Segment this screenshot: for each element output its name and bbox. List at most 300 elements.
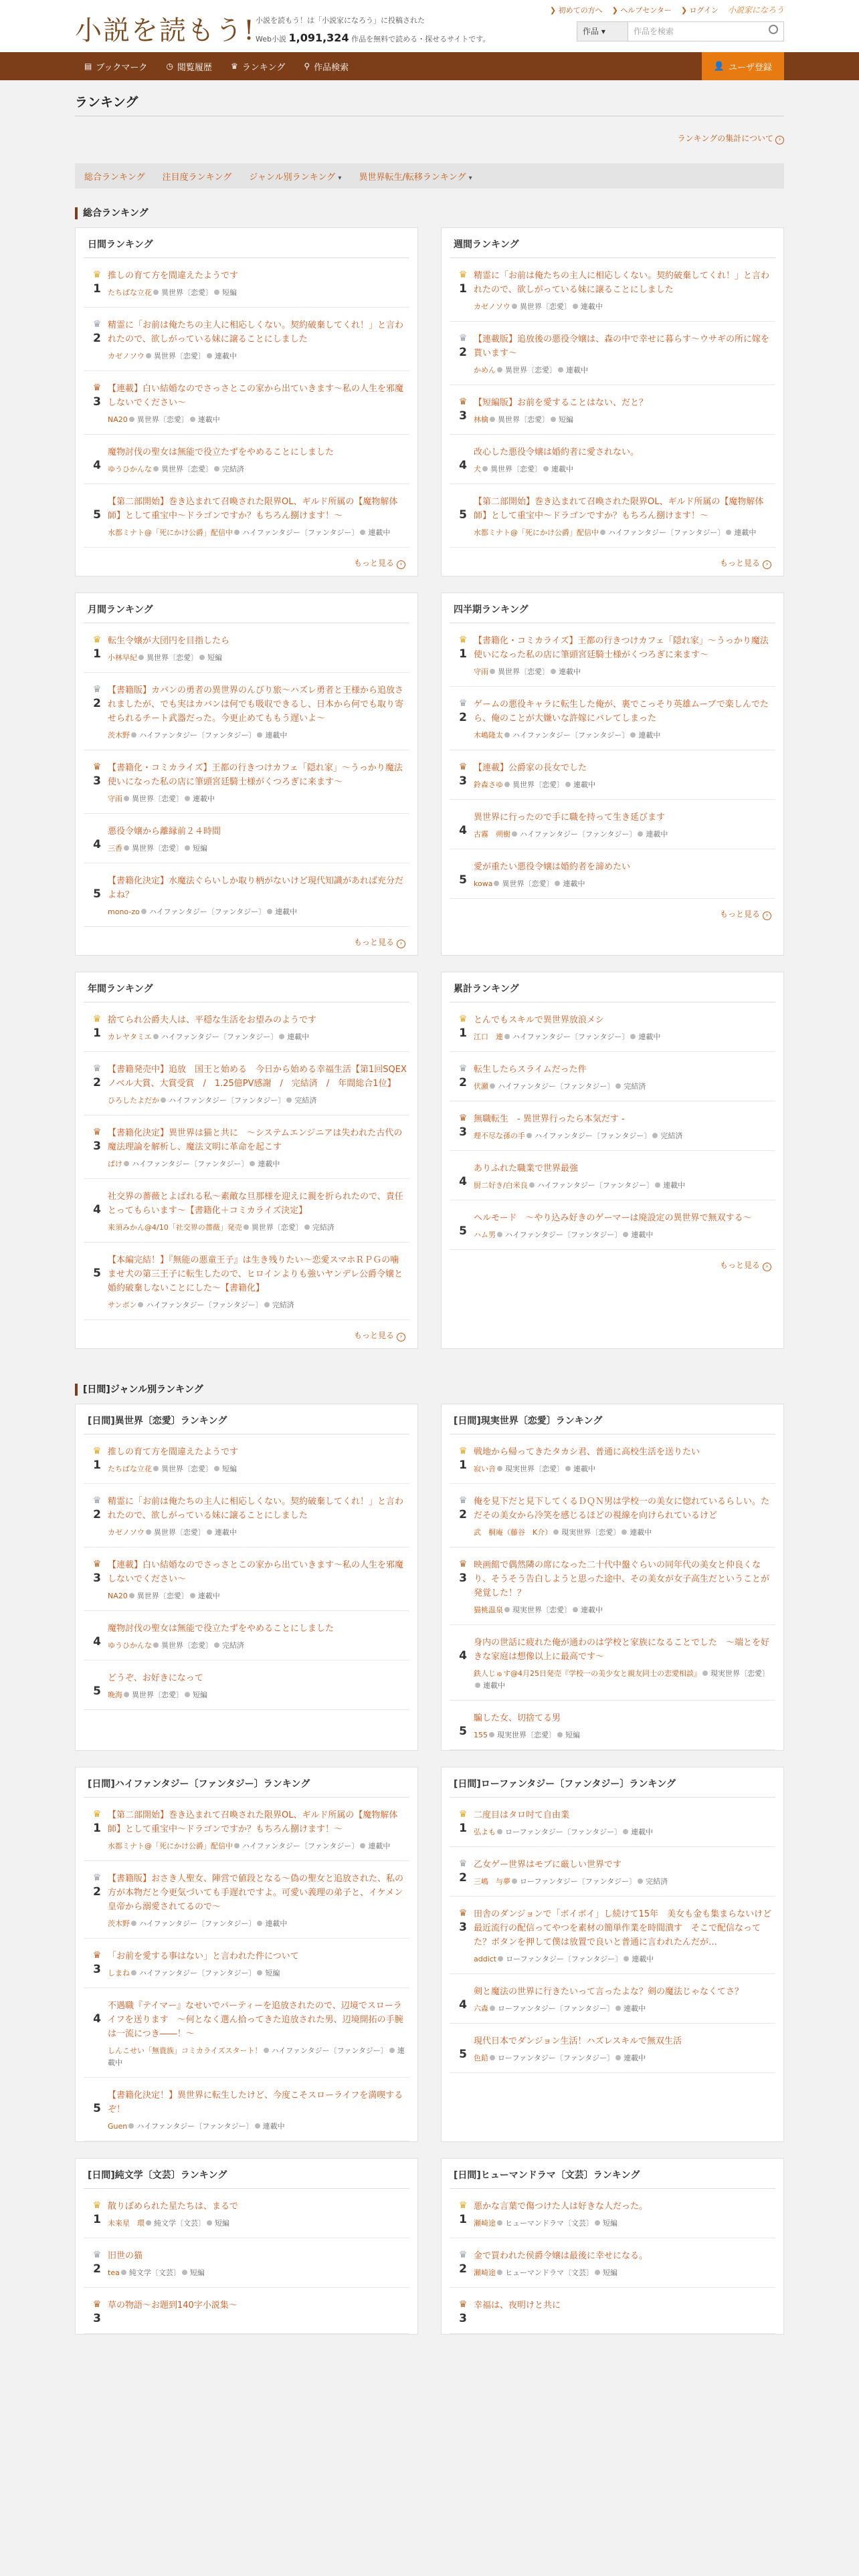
ranking-item bbox=[84, 1939, 409, 1988]
item-author[interactable]: 水都ミナト@「死にかけ公爵」配信中 bbox=[108, 528, 233, 537]
item-title-link[interactable]: 【書籍化決定】水魔法ぐらいしか取り柄がないけど現代知識があれば充分だよね？ bbox=[108, 876, 404, 900]
item-genre: ハイファンタジー〔ファンタジー〕 bbox=[139, 1919, 256, 1928]
ranking-item bbox=[84, 750, 409, 814]
status-dot-icon bbox=[615, 2055, 621, 2060]
rank-box bbox=[86, 1445, 108, 1475]
item-author[interactable]: 未来星 環 bbox=[108, 2219, 145, 2228]
item-title-link[interactable]: 愛が重たい悪役令嬢は婚約者を諦めたい bbox=[474, 862, 631, 872]
item-status: 連載中 bbox=[638, 1033, 661, 1041]
item-author[interactable]: 江口 連 bbox=[474, 1033, 503, 1041]
search-icon[interactable] bbox=[769, 25, 778, 34]
item-author[interactable]: 155 bbox=[474, 1731, 488, 1739]
item-title-link[interactable]: どうぞ、お好きになって bbox=[108, 1673, 203, 1683]
tab-genre[interactable] bbox=[249, 170, 359, 183]
item-status: 連載中 bbox=[573, 780, 595, 789]
link-beginner[interactable]: ❯ 初めての方へ bbox=[549, 5, 603, 15]
crown-icon: ♛ bbox=[458, 1559, 468, 1570]
item-title-link[interactable]: 草の物語〜お題到140字小説集〜 bbox=[108, 2300, 237, 2311]
ranking-about-link[interactable] bbox=[75, 132, 784, 144]
item-body bbox=[108, 445, 407, 475]
crown-icon: ♛ bbox=[92, 762, 102, 772]
ranking-item bbox=[84, 2288, 409, 2334]
card-title: [日間]ヒューマンドラマ〔文芸〕ランキング bbox=[450, 2159, 775, 2189]
item-author[interactable]: 厨二好き/白米良 bbox=[474, 1181, 528, 1190]
item-title-link[interactable]: 「お前を愛する事はない」と言われた件について bbox=[108, 1951, 299, 1961]
site-logo[interactable]: 小説を読もう! bbox=[75, 15, 256, 46]
item-status: 短編 bbox=[565, 1731, 580, 1739]
item-status: 連載中 bbox=[632, 1955, 654, 1963]
ranking-item bbox=[84, 2078, 409, 2141]
item-title-link[interactable]: 身内の世話に疲れた俺が通わのは学校と家族になることでした 〜端とを好きな家庭は想像以上に最高です〜 bbox=[474, 1638, 770, 1662]
item-body bbox=[108, 1558, 407, 1602]
item-status: 連載中 bbox=[663, 1181, 686, 1190]
rank-spacer bbox=[452, 1212, 474, 1222]
item-status: 短編 bbox=[189, 2268, 205, 2277]
item-author[interactable]: 林檎 bbox=[474, 415, 488, 424]
item-author[interactable]: ひろしたよだか bbox=[108, 1096, 159, 1105]
status-dot-icon bbox=[623, 1232, 628, 1237]
item-status: 連載中 bbox=[559, 667, 581, 676]
item-title-link[interactable]: 不遇職『テイマー』なせいでパーティーを追放されたので、辺境でスローライフを送ります 〜何となく選ん拾ってきた追放された男、辺境開拓の手腕は一流につき――！〜 bbox=[108, 2001, 403, 2039]
item-author[interactable]: 三嶋 与夢 bbox=[474, 1877, 510, 1886]
item-title-link[interactable]: 精霊に「お前は俺たちの主人に相応しくない。契約破棄してくれ！」と言われたので、欲しがっている妹に譲ることにしました bbox=[108, 320, 404, 344]
item-author[interactable]: 守雨 bbox=[474, 667, 488, 676]
rank-number: 2 bbox=[93, 1508, 101, 1521]
item-title-link[interactable]: 戦地から帰ってきたタカシ君、普通に高校生活を送りたい bbox=[474, 1447, 700, 1457]
item-title-link[interactable]: 【書籍化・コミカライズ】王都の行きつけカフェ「隠れ家」〜うっかり魔法使いになった私の店に筆頭宮廷騎士様がくつろぎに来ます〜 bbox=[474, 636, 769, 660]
item-meta bbox=[474, 2218, 773, 2230]
link-help[interactable]: ❯ ヘルプセンター bbox=[611, 5, 672, 15]
item-status: 短編 bbox=[265, 1969, 280, 1977]
item-title-link[interactable]: 【書籍発売中】追放 国王と始める 今日から始める幸福生活【第1回SQEXノベル大賞、大賞受賞 / 1.25億PV感謝 / 完結済 / 年間総合1位】 bbox=[108, 1065, 407, 1089]
ranking-item bbox=[84, 1611, 409, 1660]
item-status: 連載中 bbox=[368, 1842, 391, 1850]
more-label: もっと見る bbox=[353, 938, 394, 947]
item-meta bbox=[474, 2052, 773, 2064]
item-body bbox=[108, 1013, 407, 1043]
ranking-item bbox=[450, 1798, 775, 1847]
item-title-link[interactable]: 金で買われた侯爵令嬢は最後に幸せになる。 bbox=[474, 2251, 648, 2261]
genre-dot-icon bbox=[153, 466, 159, 471]
item-author[interactable]: 晩海 bbox=[108, 1691, 122, 1699]
rank-number: 5 bbox=[459, 508, 467, 522]
item-title-link[interactable]: 【短編版】お前を愛することはない、だと？ bbox=[474, 398, 648, 408]
item-title-link[interactable]: 【書籍版】カバンの勇者の異世界のんびり旅〜ハズレ勇者と王様から追放されましたが、でも実はカバンは何でも吸収できるし、日本から何でも取り寄せられるチート武器だった。今更止めてももう遅いよ〜 bbox=[108, 685, 404, 724]
ranking-item bbox=[450, 1701, 775, 1750]
tab-isekai[interactable] bbox=[359, 170, 489, 183]
item-title-link[interactable]: 精霊に「お前は俺たちの主人に相応しくない。契約破棄してくれ！」と言われたので、欲しがっている妹に譲ることにしました bbox=[108, 1497, 404, 1521]
item-meta bbox=[108, 527, 407, 539]
item-author[interactable]: しまね bbox=[108, 1969, 130, 1977]
ranking-item bbox=[450, 1484, 775, 1547]
item-body bbox=[474, 1445, 773, 1475]
rank-number: 4 bbox=[93, 2012, 101, 2026]
item-title-link[interactable]: 二度目はタロ吋て自由業 bbox=[474, 1810, 570, 1820]
item-author[interactable]: 鈴森さゆ bbox=[474, 780, 503, 789]
item-genre: 異世界〔恋愛〕 bbox=[498, 415, 549, 424]
crown-icon: ♛ bbox=[458, 1495, 468, 1506]
item-genre: 異世界〔恋愛〕 bbox=[153, 1528, 205, 1537]
item-author[interactable]: 守雨 bbox=[108, 794, 122, 803]
rank-box bbox=[86, 2088, 108, 2133]
rank-box bbox=[86, 1126, 108, 1170]
ranking-item bbox=[84, 1547, 409, 1611]
item-title-link[interactable]: 【連載】公爵家の長女でした bbox=[474, 763, 587, 773]
item-title-link[interactable]: 現代日本でダンジョン生活！ハズレスキルで無双生活 bbox=[474, 2036, 682, 2046]
item-title-link[interactable]: 魔物討伐の聖女は無能で役立たずをやめることにしました bbox=[108, 447, 335, 457]
chevron-right-icon: › bbox=[397, 1333, 405, 1341]
item-author[interactable]: NA20 bbox=[108, 415, 128, 424]
more-link[interactable] bbox=[84, 1320, 409, 1348]
item-title-link[interactable]: 【連載】白い結婚なのでさっさとこの家から出ていきます〜私の人生を邪魔しないでください〜 bbox=[108, 1560, 404, 1584]
tagline-line-2 bbox=[256, 29, 537, 48]
item-title-link[interactable]: 俺を見下だと見下してくるＤＱＮ男は学校一の美女に惚れているらしい。ただその美女から冷笑を感じるほどの視線を向けられているけど bbox=[474, 1497, 770, 1521]
item-genre: ハイファンタジー〔ファンタジー〕 bbox=[505, 1230, 622, 1239]
item-author[interactable]: 茨木野 bbox=[108, 731, 130, 740]
item-body bbox=[474, 1636, 773, 1692]
crown-icon: ♛ bbox=[458, 397, 468, 407]
rank-spacer bbox=[452, 861, 474, 871]
rank-number: 1 bbox=[459, 1459, 467, 1472]
status-dot-icon bbox=[279, 1034, 284, 1039]
item-status: 連載中 bbox=[566, 366, 588, 374]
rank-number: 2 bbox=[93, 1076, 101, 1089]
item-meta bbox=[474, 414, 773, 426]
item-author[interactable]: 水都ミナト@「死にかけ公爵」配信中 bbox=[108, 1842, 233, 1850]
search-input[interactable] bbox=[628, 21, 784, 41]
item-author[interactable]: 猫桃温泉 bbox=[474, 1606, 503, 1614]
rank-box bbox=[86, 2199, 108, 2230]
more-link[interactable] bbox=[450, 548, 775, 576]
ranking-item bbox=[84, 2189, 409, 2238]
ranking-card bbox=[441, 2158, 784, 2335]
crown-icon: ♛ bbox=[92, 1063, 102, 1074]
genre-dot-icon bbox=[161, 1097, 166, 1103]
item-meta bbox=[474, 2003, 773, 2015]
crown-icon: ♛ bbox=[458, 2299, 468, 2310]
rank-box bbox=[452, 697, 474, 742]
item-title-link[interactable]: 【本編完結！】『無能の悪童王子』は生き残りたい〜恋愛スマホＲＰＧの噛ませ犬の第三王子に転生したので、ヒロインよりも強いヤンデレ公爵令嬢と婚約破棄しないことにした〜【書籍化】 bbox=[108, 1255, 403, 1293]
crown-icon: ♛ bbox=[92, 1809, 102, 1820]
crown-icon: ♛ bbox=[458, 1446, 468, 1457]
more-label: もっと見る bbox=[719, 909, 760, 919]
item-author[interactable]: ゆうひかんな bbox=[108, 465, 152, 473]
item-title-link[interactable]: 散りぼめられた星たちは、まるで bbox=[108, 2202, 238, 2212]
item-body bbox=[108, 1190, 407, 1234]
item-author[interactable]: カレヤタミエ bbox=[108, 1033, 152, 1041]
status-dot-icon bbox=[286, 1097, 292, 1103]
item-genre: 異世界〔恋愛〕 bbox=[136, 1592, 189, 1600]
item-meta bbox=[108, 1463, 407, 1475]
section-heading: 総合ランキング bbox=[75, 207, 784, 219]
item-author[interactable]: 小林早紀 bbox=[108, 653, 137, 662]
item-author[interactable]: 弘よも bbox=[474, 1828, 496, 1836]
ranking-item bbox=[450, 849, 775, 899]
ranking-item bbox=[450, 1974, 775, 2024]
item-author[interactable]: NA20 bbox=[108, 1592, 128, 1600]
item-author[interactable]: 理不尽な孫の手 bbox=[474, 1132, 525, 1140]
rank-box bbox=[452, 1013, 474, 1043]
item-status: 短編 bbox=[222, 1465, 237, 1473]
item-meta bbox=[474, 1953, 773, 1965]
more-label: もっと見る bbox=[719, 558, 760, 568]
nav-bookmark[interactable] bbox=[75, 52, 157, 80]
item-title-link[interactable]: 【書籍版】おさき人聖女、陣営で値段となる〜偽の聖女と追放された、私の方が本物だと今更気づいても手遅れですよ。可愛い義理の弟子と、イケメン皇帝から溺愛されてるので〜 bbox=[108, 1874, 404, 1912]
rank-spacer bbox=[86, 1623, 108, 1632]
rank-box bbox=[452, 761, 474, 791]
genre-dot-icon bbox=[244, 1224, 249, 1230]
ranking-item bbox=[450, 1897, 775, 1974]
item-body bbox=[108, 683, 407, 742]
crown-icon: ♛ bbox=[458, 698, 468, 709]
item-title-link[interactable]: 魔物討伐の聖女は無能で役立たずをやめることにしました bbox=[108, 1624, 335, 1634]
ranking-grid bbox=[75, 1404, 784, 2351]
nav-history[interactable] bbox=[157, 52, 221, 80]
status-dot-icon bbox=[255, 2123, 260, 2129]
tab-attention[interactable]: 注目度ランキング bbox=[162, 172, 232, 183]
item-author[interactable]: 木嶋隆太 bbox=[474, 731, 503, 740]
status-dot-icon bbox=[185, 1692, 190, 1697]
item-author[interactable]: かめん bbox=[474, 366, 496, 374]
rank-number: 5 bbox=[93, 508, 101, 522]
rank-box bbox=[452, 2199, 474, 2230]
item-title-link[interactable]: 【第二部開始】巻き込まれて召喚された限界OL、ギルド所属の【魔物解体師】として重宝中〜ドラゴンですか？もちろん捌けます！〜 bbox=[108, 1810, 398, 1834]
item-author[interactable]: 古霧 朔樹 bbox=[474, 830, 510, 839]
item-title-link[interactable]: とんでもスキルで異世界放浪メシ bbox=[474, 1015, 604, 1025]
crown-icon: ♛ bbox=[458, 270, 468, 280]
item-title-link[interactable]: 騙した女、切捨てる男 bbox=[474, 1713, 561, 1723]
item-title-link[interactable]: 転生令嬢が大団円を目指したら bbox=[108, 636, 230, 646]
item-genre: 異世界〔恋愛〕 bbox=[519, 302, 571, 311]
search-icon: ⚲ bbox=[304, 62, 310, 71]
nav-ranking[interactable] bbox=[221, 52, 294, 80]
item-title-link[interactable]: 推しの育て方を間違えたようです bbox=[108, 271, 239, 281]
item-status: 連載中 bbox=[265, 731, 288, 740]
more-link[interactable] bbox=[84, 548, 409, 576]
item-body bbox=[474, 269, 773, 313]
item-genre: 異世界〔恋愛〕 bbox=[161, 465, 213, 473]
tagline-line-1: 小説を読もう！は「小説家になろう」に投稿された bbox=[256, 16, 425, 25]
item-title-link[interactable]: 映画館で偶然隣の席になった二十代中盤ぐらいの同年代の美女と仲良くなり、そうそう告白しようと思った途中、その美女が女子高生だということが発覚した！？ bbox=[474, 1560, 770, 1598]
item-title-link[interactable]: ありふれた職業で世界最強 bbox=[474, 1164, 579, 1174]
item-status: 連載中 bbox=[197, 1592, 220, 1600]
item-author[interactable]: 瀬崎途 bbox=[474, 2219, 496, 2228]
item-status: 連載中 bbox=[624, 2004, 646, 2013]
search-bar bbox=[577, 21, 784, 41]
item-title-link[interactable]: 【書籍化決定】異世界は猫と共に 〜システムエンジニアは失われた古代の魔法理論を解析し、魔法文明に革命を起こす bbox=[108, 1128, 403, 1152]
genre-dot-icon bbox=[504, 782, 510, 787]
nav-bookmark-label: ブックマーク bbox=[96, 62, 148, 73]
rank-box bbox=[452, 1445, 474, 1475]
item-title-link[interactable]: 【第二部開始】巻き込まれて召喚された限界OL、ギルド所属の【魔物解体師】として重宝中〜ドラゴンですか？もちろん捌けます！〜 bbox=[108, 497, 398, 521]
item-author[interactable]: addict bbox=[474, 1955, 497, 1963]
ranking-item bbox=[84, 863, 409, 927]
item-author[interactable]: tea bbox=[108, 2268, 120, 2277]
crown-icon: ♛ bbox=[92, 1559, 102, 1570]
item-title-link[interactable]: 田舎のダンジョンで「ボイボイ」し続けて15年 美女も金も集まらないけど最近流行の配信ってやつを素材の簡単作業を時間潰す そこで配信なってた？ボタンを押して僕は放置で良いと普通に言われたんだが… bbox=[474, 1909, 772, 1947]
rank-box bbox=[86, 318, 108, 362]
item-author[interactable]: 水都ミナト@「死にかけ公爵」配信中 bbox=[474, 528, 599, 537]
item-title-link[interactable]: 剣と魔法の世界に行きたいって言ったよな？剣の魔法じゃなくてさ？ bbox=[474, 1987, 744, 1997]
item-title-link[interactable]: 精霊に「お前は俺たちの主人に相応しくない。契約破棄してくれ！」と言われたので、欲しがっている妹に譲ることにしました bbox=[474, 271, 770, 295]
rank-box bbox=[452, 1907, 474, 1965]
item-status: 完結済 bbox=[624, 1082, 646, 1091]
brand-mark[interactable]: 小説家になろう bbox=[727, 5, 784, 15]
ranking-item bbox=[450, 385, 775, 435]
ranking-item bbox=[450, 484, 775, 548]
item-author[interactable]: 三香 bbox=[108, 844, 122, 853]
nav-search[interactable] bbox=[294, 52, 358, 80]
register-button[interactable] bbox=[702, 52, 784, 80]
genre-dot-icon bbox=[497, 1232, 502, 1237]
item-author[interactable]: カゼノソウ bbox=[108, 1528, 145, 1537]
item-title-link[interactable]: 推しの育て方を間違えたようです bbox=[108, 1447, 239, 1457]
rank-box bbox=[452, 2298, 474, 2325]
item-author[interactable]: 伏瀬 bbox=[474, 1082, 488, 1091]
item-author[interactable]: ハム男 bbox=[474, 1230, 496, 1239]
rank-spacer bbox=[452, 812, 474, 821]
rank-number: 2 bbox=[93, 2262, 101, 2276]
card-title: [日間]異世界〔恋愛〕ランキング bbox=[84, 1404, 409, 1434]
crown-icon: ♛ bbox=[230, 62, 238, 71]
item-title-link[interactable]: 【連載】白い結婚なのでさっさとこの家から出ていきます〜私の人生を邪魔しないでください〜 bbox=[108, 384, 404, 408]
ranking-item bbox=[450, 1052, 775, 1101]
card-title: [日間]ローファンタジー〔ファンタジー〕ランキング bbox=[450, 1767, 775, 1798]
search-placeholder: 作品を検索 bbox=[634, 27, 674, 36]
item-author[interactable]: ゆうひかんな bbox=[108, 1641, 152, 1650]
item-author[interactable]: mono-zo bbox=[108, 907, 140, 916]
genre-dot-icon bbox=[131, 732, 136, 738]
item-author[interactable]: しんこせい「無貴族」コミカライズスタート！ bbox=[108, 2046, 262, 2055]
item-genre: ローファンタジー〔ファンタジー〕 bbox=[505, 1828, 622, 1836]
item-title-link[interactable]: ヘルモード 〜やり込み好きのゲーマーは廃設定の異世界で無双する〜 bbox=[474, 1213, 752, 1223]
item-title-link[interactable]: 無職転生 - 異世界行ったら本気だす - bbox=[474, 1114, 625, 1124]
item-title-link[interactable]: 【書籍化・コミカライズ】王都の行きつけカフェ「隠れ家」〜うっかり魔法使いになった私の店に筆頭宮廷騎士様がくつろぎに来ます〜 bbox=[108, 763, 403, 787]
status-dot-icon bbox=[558, 367, 563, 372]
item-title-link[interactable]: 幸福は、夜明けと共に bbox=[474, 2300, 561, 2311]
item-genre: ハイファンタジー〔ファンタジー〕 bbox=[169, 1096, 286, 1105]
rank-box bbox=[452, 495, 474, 539]
item-author[interactable]: 色鉛 bbox=[474, 2054, 488, 2062]
rank-box bbox=[86, 269, 108, 299]
item-author[interactable]: 茨木野 bbox=[108, 1919, 130, 1928]
genre-dot-icon bbox=[489, 1732, 494, 1737]
item-status: 連載中 bbox=[631, 1828, 654, 1836]
more-link[interactable] bbox=[84, 927, 409, 955]
genre-dot-icon bbox=[124, 1161, 129, 1166]
item-title-link[interactable]: 【連載版】追放後の悪役令嬢は、森の中で幸せに暮らす〜ウサギの所に嫁を貰います〜 bbox=[474, 334, 770, 358]
ranking-card bbox=[75, 1767, 418, 2142]
item-title-link[interactable]: 改心した悪役令嬢は婚約者に愛されない。 bbox=[474, 447, 640, 457]
status-dot-icon bbox=[652, 1133, 658, 1138]
item-body bbox=[108, 2298, 407, 2325]
ranking-item bbox=[450, 1101, 775, 1151]
tab-overall[interactable]: 総合ランキング bbox=[84, 172, 145, 183]
item-title-link[interactable]: 【第二部開始】巻き込まれて召喚された限界OL、ギルド所属の【魔物解体師】として重宝中〜ドラゴンですか？もちろん捌けます！〜 bbox=[474, 497, 764, 521]
item-title-link[interactable]: 社交界の薔薇とよばれる私〜素敵な旦那様を迎えに親を折られたので、責任とってもらいます〜【書籍化＋コミカライズ決定】 bbox=[108, 1192, 403, 1216]
status-dot-icon bbox=[214, 1642, 219, 1648]
rank-number: 3 bbox=[93, 1963, 101, 1976]
item-title-link[interactable]: 転生したらスライムだった件 bbox=[474, 1065, 587, 1075]
more-link[interactable] bbox=[450, 899, 775, 927]
item-author[interactable]: 鉄人じゅす@4月25日発売『学校一の美少女と親友同士の恋愛相談』 bbox=[474, 1669, 701, 1678]
genre-dot-icon bbox=[121, 2270, 126, 2275]
ranking-item bbox=[84, 1002, 409, 1052]
ranking-item bbox=[84, 1660, 409, 1710]
item-author[interactable]: カゼノソウ bbox=[474, 302, 510, 311]
item-body bbox=[474, 697, 773, 742]
search-type-select[interactable]: 作品 ▾ bbox=[577, 21, 628, 41]
item-genre: 異世界〔恋愛〕 bbox=[161, 288, 213, 297]
item-meta bbox=[108, 2121, 407, 2133]
item-body bbox=[108, 634, 407, 664]
item-author[interactable]: サンボン bbox=[108, 1301, 137, 1309]
item-title-link[interactable]: ゲームの悪役キャラに転生した俺が、裏でこっそり英雄ムーブで楽しんでたら、俺のことが大嫌いな許嫁にバレてしまった bbox=[474, 700, 769, 724]
item-author[interactable]: 瀬崎途 bbox=[474, 2268, 496, 2277]
rank-box bbox=[452, 860, 474, 890]
item-title-link[interactable]: 旧世の猫 bbox=[108, 2251, 143, 2261]
ranking-item bbox=[450, 1547, 775, 1625]
crown-icon: ♛ bbox=[92, 383, 102, 393]
item-author[interactable]: 六森 bbox=[474, 2004, 488, 2013]
link-login[interactable]: ❯ ログイン bbox=[680, 5, 719, 15]
item-author[interactable]: たちばな立花 bbox=[108, 288, 152, 297]
rank-number: 2 bbox=[459, 1871, 467, 1885]
chevron-right-icon: › bbox=[763, 560, 771, 569]
item-meta bbox=[474, 463, 773, 475]
item-body bbox=[108, 1949, 407, 1979]
genre-dot-icon bbox=[529, 1182, 535, 1188]
crown-icon: ♛ bbox=[92, 319, 102, 330]
item-genre: ハイファンタジー〔ファンタジー〕 bbox=[146, 1301, 263, 1309]
item-title-link[interactable]: 異世界に行ったので手に職を持って生き延びます bbox=[474, 813, 666, 823]
rank-number: 2 bbox=[459, 1076, 467, 1089]
item-title-link[interactable]: 悪役令嬢から離縁前２４時間 bbox=[108, 827, 221, 837]
item-author[interactable]: カゼノソウ bbox=[108, 352, 145, 360]
item-author[interactable]: kowa bbox=[474, 879, 493, 888]
item-author[interactable]: 犬 bbox=[474, 465, 481, 473]
crown-icon: ♛ bbox=[458, 635, 468, 645]
status-dot-icon bbox=[360, 1843, 365, 1848]
ranking-item bbox=[84, 673, 409, 750]
crown-icon: ♛ bbox=[92, 1495, 102, 1506]
item-meta bbox=[108, 906, 407, 918]
item-meta bbox=[108, 1527, 407, 1539]
chevron-right-icon: › bbox=[397, 940, 405, 948]
item-author[interactable]: 寂い音 bbox=[474, 1465, 496, 1473]
item-author[interactable]: Guen bbox=[108, 2122, 128, 2131]
item-title-link[interactable]: 乙女ゲー世界はモブに厳しい世界です bbox=[474, 1860, 622, 1870]
rank-number: 1 bbox=[93, 1027, 101, 1040]
rank-number: 5 bbox=[459, 1725, 467, 1738]
rank-spacer bbox=[86, 1255, 108, 1264]
ranking-item bbox=[450, 322, 775, 385]
rank-spacer bbox=[86, 1191, 108, 1200]
item-meta bbox=[474, 1130, 773, 1142]
crown-icon: ♛ bbox=[458, 762, 468, 772]
more-link[interactable] bbox=[450, 1250, 775, 1278]
item-author[interactable]: たちばな立花 bbox=[108, 1465, 152, 1473]
item-title-link[interactable]: 悪かな言葉で傷つけた人は好きな人だった。 bbox=[474, 2202, 648, 2212]
item-title-link[interactable]: 【書籍化決定！】異世界に転生したけど、今度こそスローライフを満喫するぞ！ bbox=[108, 2090, 403, 2115]
item-author[interactable]: 来須みかん@4/10「社交界の薔薇」発売 bbox=[108, 1223, 242, 1232]
item-status: 連載中 bbox=[483, 1681, 505, 1690]
item-author[interactable]: 武 桐庵（藤谷 K介） bbox=[474, 1528, 553, 1537]
item-title-link[interactable]: 捨てられ公爵夫人は、平穏な生活をお望みのようです bbox=[108, 1015, 317, 1025]
genre-dot-icon bbox=[234, 1843, 240, 1848]
rank-spacer bbox=[452, 1713, 474, 1722]
item-author[interactable]: ぱけ bbox=[108, 1160, 122, 1168]
